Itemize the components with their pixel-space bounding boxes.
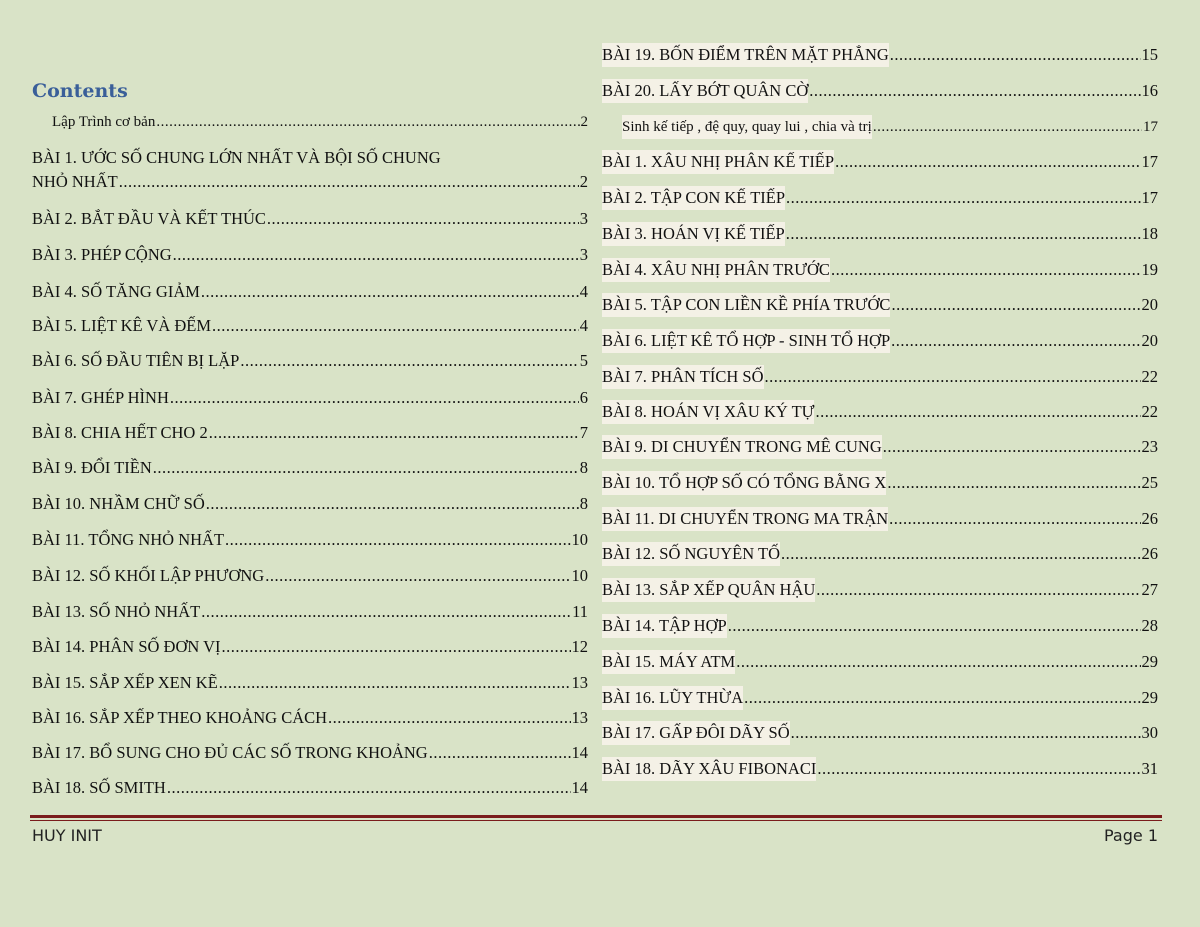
toc-entry-page: 23 xyxy=(1141,437,1158,456)
dot-leader xyxy=(240,349,578,373)
dot-leader xyxy=(219,671,571,695)
toc-entry-right-13[interactable] xyxy=(602,507,1158,531)
toc-entry-page: 2 xyxy=(579,172,588,191)
toc-entry-title: BÀI 5. LIỆT KÊ VÀ ĐẾM xyxy=(32,316,212,335)
toc-entry-right-0[interactable] xyxy=(602,43,1158,67)
toc-entry-title: BÀI 16. LŨY THỪA xyxy=(602,686,743,710)
dot-leader xyxy=(891,293,1140,317)
toc-entry-title: BÀI 4. XÂU NHỊ PHÂN TRƯỚC xyxy=(602,258,830,282)
toc-entry-left-16[interactable] xyxy=(32,706,588,730)
toc-entry-title: BÀI 7. PHÂN TÍCH SỐ xyxy=(602,365,764,389)
toc-entry-right-7[interactable] xyxy=(602,293,1158,317)
toc-entry-title: BÀI 13. SỐ NHỎ NHẤT xyxy=(32,602,201,621)
toc-entry-left-10[interactable] xyxy=(32,492,588,516)
toc-entry-title: BÀI 10. TỔ HỢP SỐ CÓ TỔNG BẰNG X xyxy=(602,471,886,495)
toc-entry-title: BÀI 13. SẮP XẾP QUÂN HẬU xyxy=(602,578,815,602)
toc-entry-page: 6 xyxy=(579,388,588,407)
toc-entry-title: Lập Trình cơ bản xyxy=(52,114,156,130)
toc-entry-page: 29 xyxy=(1141,688,1158,707)
toc-entry-title: BÀI 3. HOÁN VỊ KẾ TIẾP xyxy=(602,222,785,246)
toc-entry-right-3[interactable] xyxy=(602,150,1158,174)
toc-entry-page: 2 xyxy=(580,114,588,130)
toc-entry-title: BÀI 18. SỐ SMITH xyxy=(32,778,166,797)
toc-entry-right-14[interactable] xyxy=(602,542,1158,566)
toc-entry-page: 26 xyxy=(1141,544,1158,563)
toc-entry-page: 18 xyxy=(1141,224,1158,243)
toc-entry-right-18[interactable] xyxy=(602,686,1158,710)
toc-entry-page: 3 xyxy=(579,209,588,228)
toc-entry-left-14[interactable] xyxy=(32,635,588,659)
toc-entry-title: BÀI 18. DÃY XÂU FIBONACI xyxy=(602,757,816,781)
toc-entry-page: 3 xyxy=(579,245,588,264)
toc-entry-page: 25 xyxy=(1141,473,1158,492)
toc-entry-right-16[interactable] xyxy=(602,614,1158,638)
toc-entry-title: BÀI 8. CHIA HẾT CHO 2 xyxy=(32,423,208,442)
dot-leader xyxy=(765,365,1141,389)
toc-entry-page: 20 xyxy=(1141,331,1158,350)
toc-entry-title: BÀI 9. DI CHUYỂN TRONG MÊ CUNG xyxy=(602,435,882,459)
dot-leader xyxy=(167,776,571,800)
toc-entry-page: 14 xyxy=(571,743,588,762)
toc-entry-left-5[interactable] xyxy=(32,314,588,338)
toc-entry-title: BÀI 1. XÂU NHỊ PHÂN KẾ TIẾP xyxy=(602,150,834,174)
toc-entry-right-9[interactable] xyxy=(602,365,1158,389)
dot-leader xyxy=(153,456,579,480)
toc-entry-page: 15 xyxy=(1141,45,1158,64)
dot-leader xyxy=(265,564,570,588)
toc-entry-title: BÀI 20. LẤY BỚT QUÂN CỜ xyxy=(602,79,808,103)
toc-entry-title: Sinh kế tiếp , đệ quy, quay lui , chia và trị xyxy=(622,115,872,139)
toc-entry-title: BÀI 9. ĐỔI TIỀN xyxy=(32,458,152,477)
toc-entry-left-17[interactable] xyxy=(32,741,588,765)
dot-leader xyxy=(429,741,571,765)
toc-entry-right-12[interactable] xyxy=(602,471,1158,495)
dot-leader xyxy=(209,421,579,445)
toc-entry-title: BÀI 2. BẮT ĐẦU VÀ KẾT THÚC xyxy=(32,209,266,228)
dot-leader xyxy=(119,170,579,194)
toc-entry-page: 7 xyxy=(579,423,588,442)
dot-leader xyxy=(206,492,579,516)
toc-entry-page: 30 xyxy=(1141,723,1158,742)
toc-entry-page: 4 xyxy=(579,316,588,335)
toc-entry-title: BÀI 1. ƯỚC SỐ CHUNG LỚN NHẤT VÀ BỘI SỐ CHUNG xyxy=(32,148,441,167)
dot-leader xyxy=(831,258,1141,282)
dot-leader xyxy=(809,79,1140,103)
dot-leader xyxy=(781,542,1141,566)
dot-leader xyxy=(786,222,1141,246)
toc-entry-title: BÀI 3. PHÉP CỘNG xyxy=(32,245,172,264)
toc-entry-page: 17 xyxy=(1141,152,1158,171)
toc-entry-title: BÀI 2. TẬP CON KẾ TIẾP xyxy=(602,186,785,210)
toc-entry-left-8[interactable] xyxy=(32,421,588,445)
toc-entry-right-2[interactable] xyxy=(622,115,1158,139)
toc-entry-page: 5 xyxy=(579,351,588,370)
toc-entry-title: BÀI 15. MÁY ATM xyxy=(602,650,735,674)
toc-entry-title: BÀI 7. GHÉP HÌNH xyxy=(32,388,169,407)
toc-entry-page: 31 xyxy=(1141,759,1158,778)
toc-entry-title: BÀI 6. SỐ ĐẦU TIÊN BỊ LẶP xyxy=(32,351,240,370)
toc-entry-left-6[interactable] xyxy=(32,349,588,373)
toc-entry-page: 19 xyxy=(1141,260,1158,279)
toc-entry-page: 17 xyxy=(1141,188,1158,207)
toc-entry-left-2[interactable] xyxy=(32,207,588,231)
dot-leader xyxy=(891,329,1140,353)
dot-leader xyxy=(170,386,579,410)
toc-entry-page: 29 xyxy=(1141,652,1158,671)
toc-entry-right-4[interactable] xyxy=(602,186,1158,210)
toc-entry-page: 11 xyxy=(572,602,588,621)
toc-entry-page: 17 xyxy=(1143,119,1158,135)
toc-entry-left-11[interactable] xyxy=(32,528,588,552)
toc-entry-page: 28 xyxy=(1141,616,1158,635)
toc-entry-page: 13 xyxy=(571,708,588,727)
toc-entry-page: 16 xyxy=(1141,81,1158,100)
toc-entry-left-15[interactable] xyxy=(32,671,588,695)
toc-entry-page: 22 xyxy=(1141,402,1158,421)
dot-leader xyxy=(212,314,579,338)
toc-entry-right-15[interactable] xyxy=(602,578,1158,602)
footer-author: HUY INIT xyxy=(32,826,102,845)
toc-entry-title: BÀI 11. DI CHUYỂN TRONG MA TRẬN xyxy=(602,507,888,531)
dot-leader xyxy=(201,280,579,304)
toc-entry-page: 10 xyxy=(571,566,588,585)
dot-leader xyxy=(883,435,1141,459)
dot-leader xyxy=(225,528,570,552)
toc-entry-left-4[interactable] xyxy=(32,280,588,304)
dot-leader xyxy=(222,635,571,659)
dot-leader xyxy=(817,757,1140,781)
toc-entry-title: BÀI 11. TỔNG NHỎ NHẤT xyxy=(32,530,225,549)
dot-leader xyxy=(156,110,579,134)
toc-entry-page: 13 xyxy=(571,673,588,692)
toc-entry-title: BÀI 8. HOÁN VỊ XÂU KÝ TỰ xyxy=(602,400,814,424)
toc-entry-title-cont: NHỎ NHẤT xyxy=(32,172,118,191)
toc-entry-page: 20 xyxy=(1141,295,1158,314)
toc-entry-page: 27 xyxy=(1141,580,1158,599)
dot-leader xyxy=(744,686,1140,710)
toc-entry-left-13[interactable] xyxy=(32,600,588,624)
toc-entry-left-12[interactable] xyxy=(32,564,588,588)
dot-leader xyxy=(835,150,1140,174)
toc-entry-right-1[interactable] xyxy=(602,79,1158,103)
dot-leader xyxy=(873,115,1142,139)
toc-entry-title: BÀI 5. TẬP CON LIỀN KỀ PHÍA TRƯỚC xyxy=(602,293,890,317)
toc-entry-right-6[interactable] xyxy=(602,258,1158,282)
dot-leader xyxy=(328,706,570,730)
toc-entry-left-1[interactable] xyxy=(32,146,588,194)
toc-entry-page: 12 xyxy=(571,637,588,656)
toc-entry-right-19[interactable] xyxy=(602,721,1158,745)
dot-leader xyxy=(887,471,1140,495)
dot-leader xyxy=(815,400,1140,424)
toc-entry-left-9[interactable] xyxy=(32,456,588,480)
toc-entry-right-8[interactable] xyxy=(602,329,1158,353)
toc-entry-page: 8 xyxy=(579,494,588,513)
toc-entry-right-10[interactable] xyxy=(602,400,1158,424)
toc-entry-page: 10 xyxy=(571,530,588,549)
toc-entry-title: BÀI 15. SẮP XẾP XEN KẼ xyxy=(32,673,218,692)
footer-rule xyxy=(30,815,1162,818)
toc-entry-title: BÀI 14. PHÂN SỐ ĐƠN VỊ xyxy=(32,637,221,656)
toc-entry-page: 8 xyxy=(579,458,588,477)
toc-entry-right-20[interactable] xyxy=(602,757,1158,781)
toc-entry-title: BÀI 14. TẬP HỢP xyxy=(602,614,727,638)
footer-page-number: Page 1 xyxy=(1104,826,1158,845)
toc-entry-page: 26 xyxy=(1141,509,1158,528)
toc-entry-left-7[interactable] xyxy=(32,386,588,410)
dot-leader xyxy=(173,243,579,267)
toc-entry-right-11[interactable] xyxy=(602,435,1158,459)
dot-leader xyxy=(889,507,1140,531)
dot-leader xyxy=(890,43,1141,67)
toc-entry-left-3[interactable] xyxy=(32,243,588,267)
toc-entry-title: BÀI 6. LIỆT KÊ TỔ HỢP - SINH TỔ HỢP xyxy=(602,329,890,353)
toc-entry-right-5[interactable] xyxy=(602,222,1158,246)
toc-entry-left-18[interactable] xyxy=(32,776,588,800)
toc-entry-title: BÀI 10. NHẦM CHỮ SỐ xyxy=(32,494,205,513)
toc-entry-title: BÀI 12. SỐ NGUYÊN TỐ xyxy=(602,542,780,566)
toc-entry-title: BÀI 19. BỐN ĐIỂM TRÊN MẶT PHẲNG xyxy=(602,43,889,67)
dot-leader xyxy=(201,600,571,624)
toc-entry-title: BÀI 16. SẮP XẾP THEO KHOẢNG CÁCH xyxy=(32,708,328,727)
dot-leader xyxy=(786,186,1140,210)
toc-entry-left-0[interactable] xyxy=(52,110,588,134)
toc-entry-page: 14 xyxy=(571,778,588,797)
footer-rule-thin xyxy=(30,820,1162,821)
toc-entry-title: BÀI 4. SỐ TĂNG GIẢM xyxy=(32,282,200,301)
toc-entry-page: 4 xyxy=(579,282,588,301)
toc-entry-right-17[interactable] xyxy=(602,650,1158,674)
dot-leader xyxy=(728,614,1141,638)
contents-heading: Contents xyxy=(32,80,128,102)
toc-entry-title: BÀI 17. BỔ SUNG CHO ĐỦ CÁC SỐ TRONG KHOẢNG xyxy=(32,743,428,762)
dot-leader xyxy=(816,578,1140,602)
dot-leader xyxy=(267,207,579,231)
dot-leader xyxy=(736,650,1140,674)
dot-leader xyxy=(791,721,1141,745)
toc-entry-page: 22 xyxy=(1141,367,1158,386)
toc-entry-title: BÀI 12. SỐ KHỐI LẬP PHƯƠNG xyxy=(32,566,265,585)
toc-entry-title: BÀI 17. GẤP ĐÔI DÃY SỐ xyxy=(602,721,790,745)
